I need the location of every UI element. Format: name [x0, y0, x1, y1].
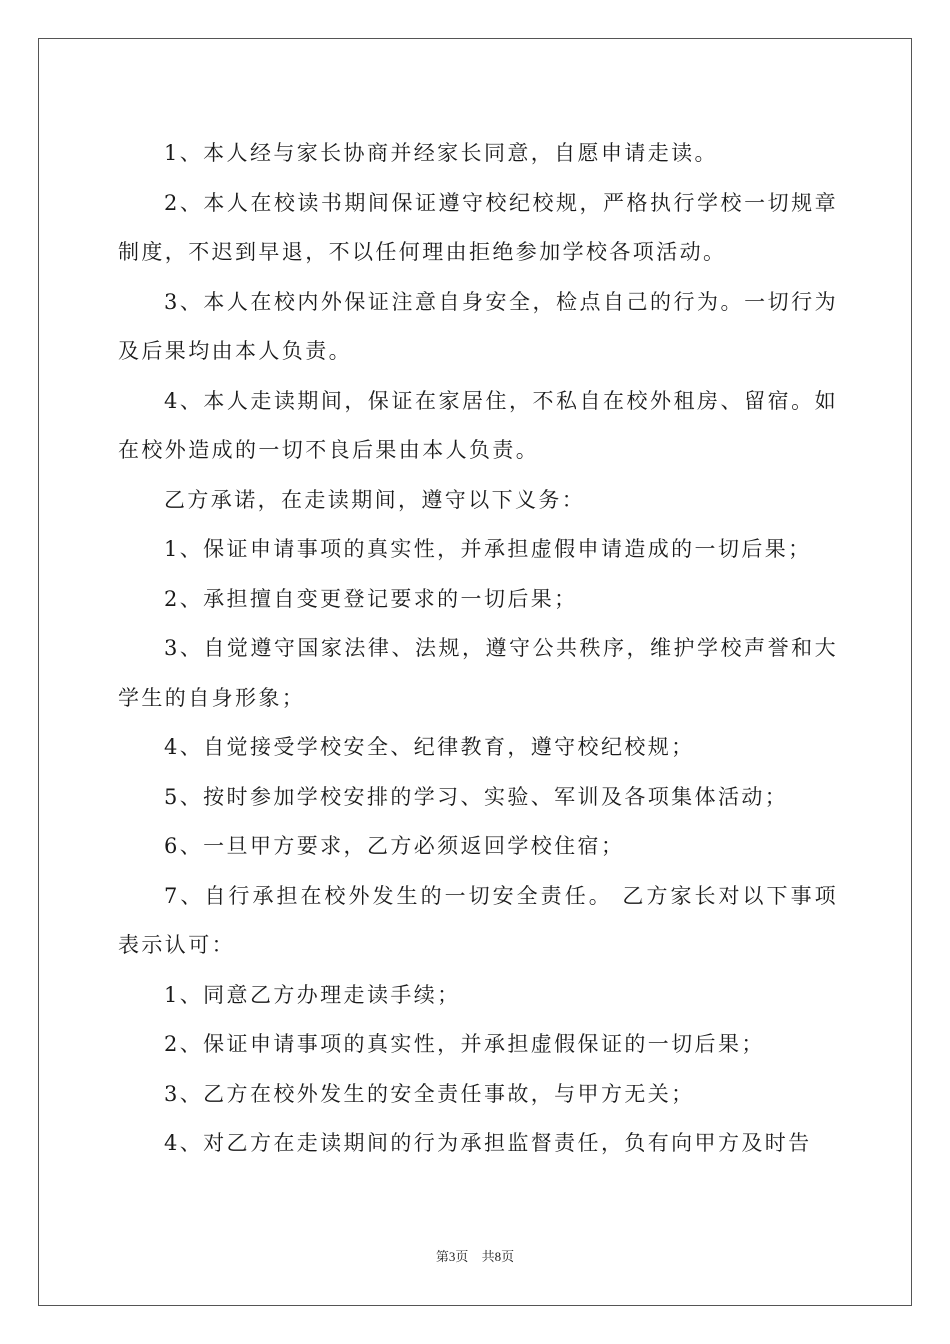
paragraph: 4、对乙方在走读期间的行为承担监督责任，负有向甲方及时告 [164, 1131, 812, 1155]
paragraph: 1、同意乙方办理走读手续； [164, 982, 461, 1007]
paragraph: 3、本人在校内外保证注意自身安全，检点自己的行为。一切行为及后果均由本人负责。 [118, 289, 838, 363]
paragraph: 1、保证申请事项的真实性，并承担虚假申请造成的一切后果； [164, 537, 812, 561]
page-total: 共8页 [481, 1249, 515, 1264]
paragraph: 2、本人在校读书期间保证遵守校纪校规，严格执行学校一切规章制度，不迟到早退，不以任何理由拒绝参加学校各项活动。 [118, 190, 838, 264]
paragraph: 5、按时参加学校安排的学习、实验、军训及各项集体活动； [164, 784, 789, 809]
paragraph: 3、乙方在校外发生的安全责任事故，与甲方无关； [164, 1081, 695, 1106]
document-body [118, 129, 838, 1169]
page-number: 第3页 [435, 1249, 469, 1264]
page-footer [0, 1246, 950, 1265]
paragraph: 2、承担擅自变更登记要求的一切后果； [164, 586, 578, 611]
paragraph: 2、保证申请事项的真实性，并承担虚假保证的一切后果； [164, 1032, 765, 1056]
paragraph: 4、本人走读期间，保证在家居住，不私自在校外租房、留宿。如在校外造成的一切不良后果由本人负责。 [118, 388, 838, 462]
paragraph: 4、自觉接受学校安全、纪律教育，遵守校纪校规； [164, 735, 695, 759]
paragraph: 1、本人经与家长协商并经家长同意，自愿申请走读。 [164, 141, 718, 165]
paragraph: 6、一旦甲方要求，乙方必须返回学校住宿； [164, 834, 625, 858]
paragraph: 3、自觉遵守国家法律、法规，遵守公共秩序，维护学校声誉和大学生的自身形象； [118, 636, 838, 710]
paragraph: 7、自行承担在校外发生的一切安全责任。 乙方家长对以下事项表示认可： [118, 883, 838, 957]
paragraph: 乙方承诺，在走读期间，遵守以下义务： [164, 487, 586, 512]
